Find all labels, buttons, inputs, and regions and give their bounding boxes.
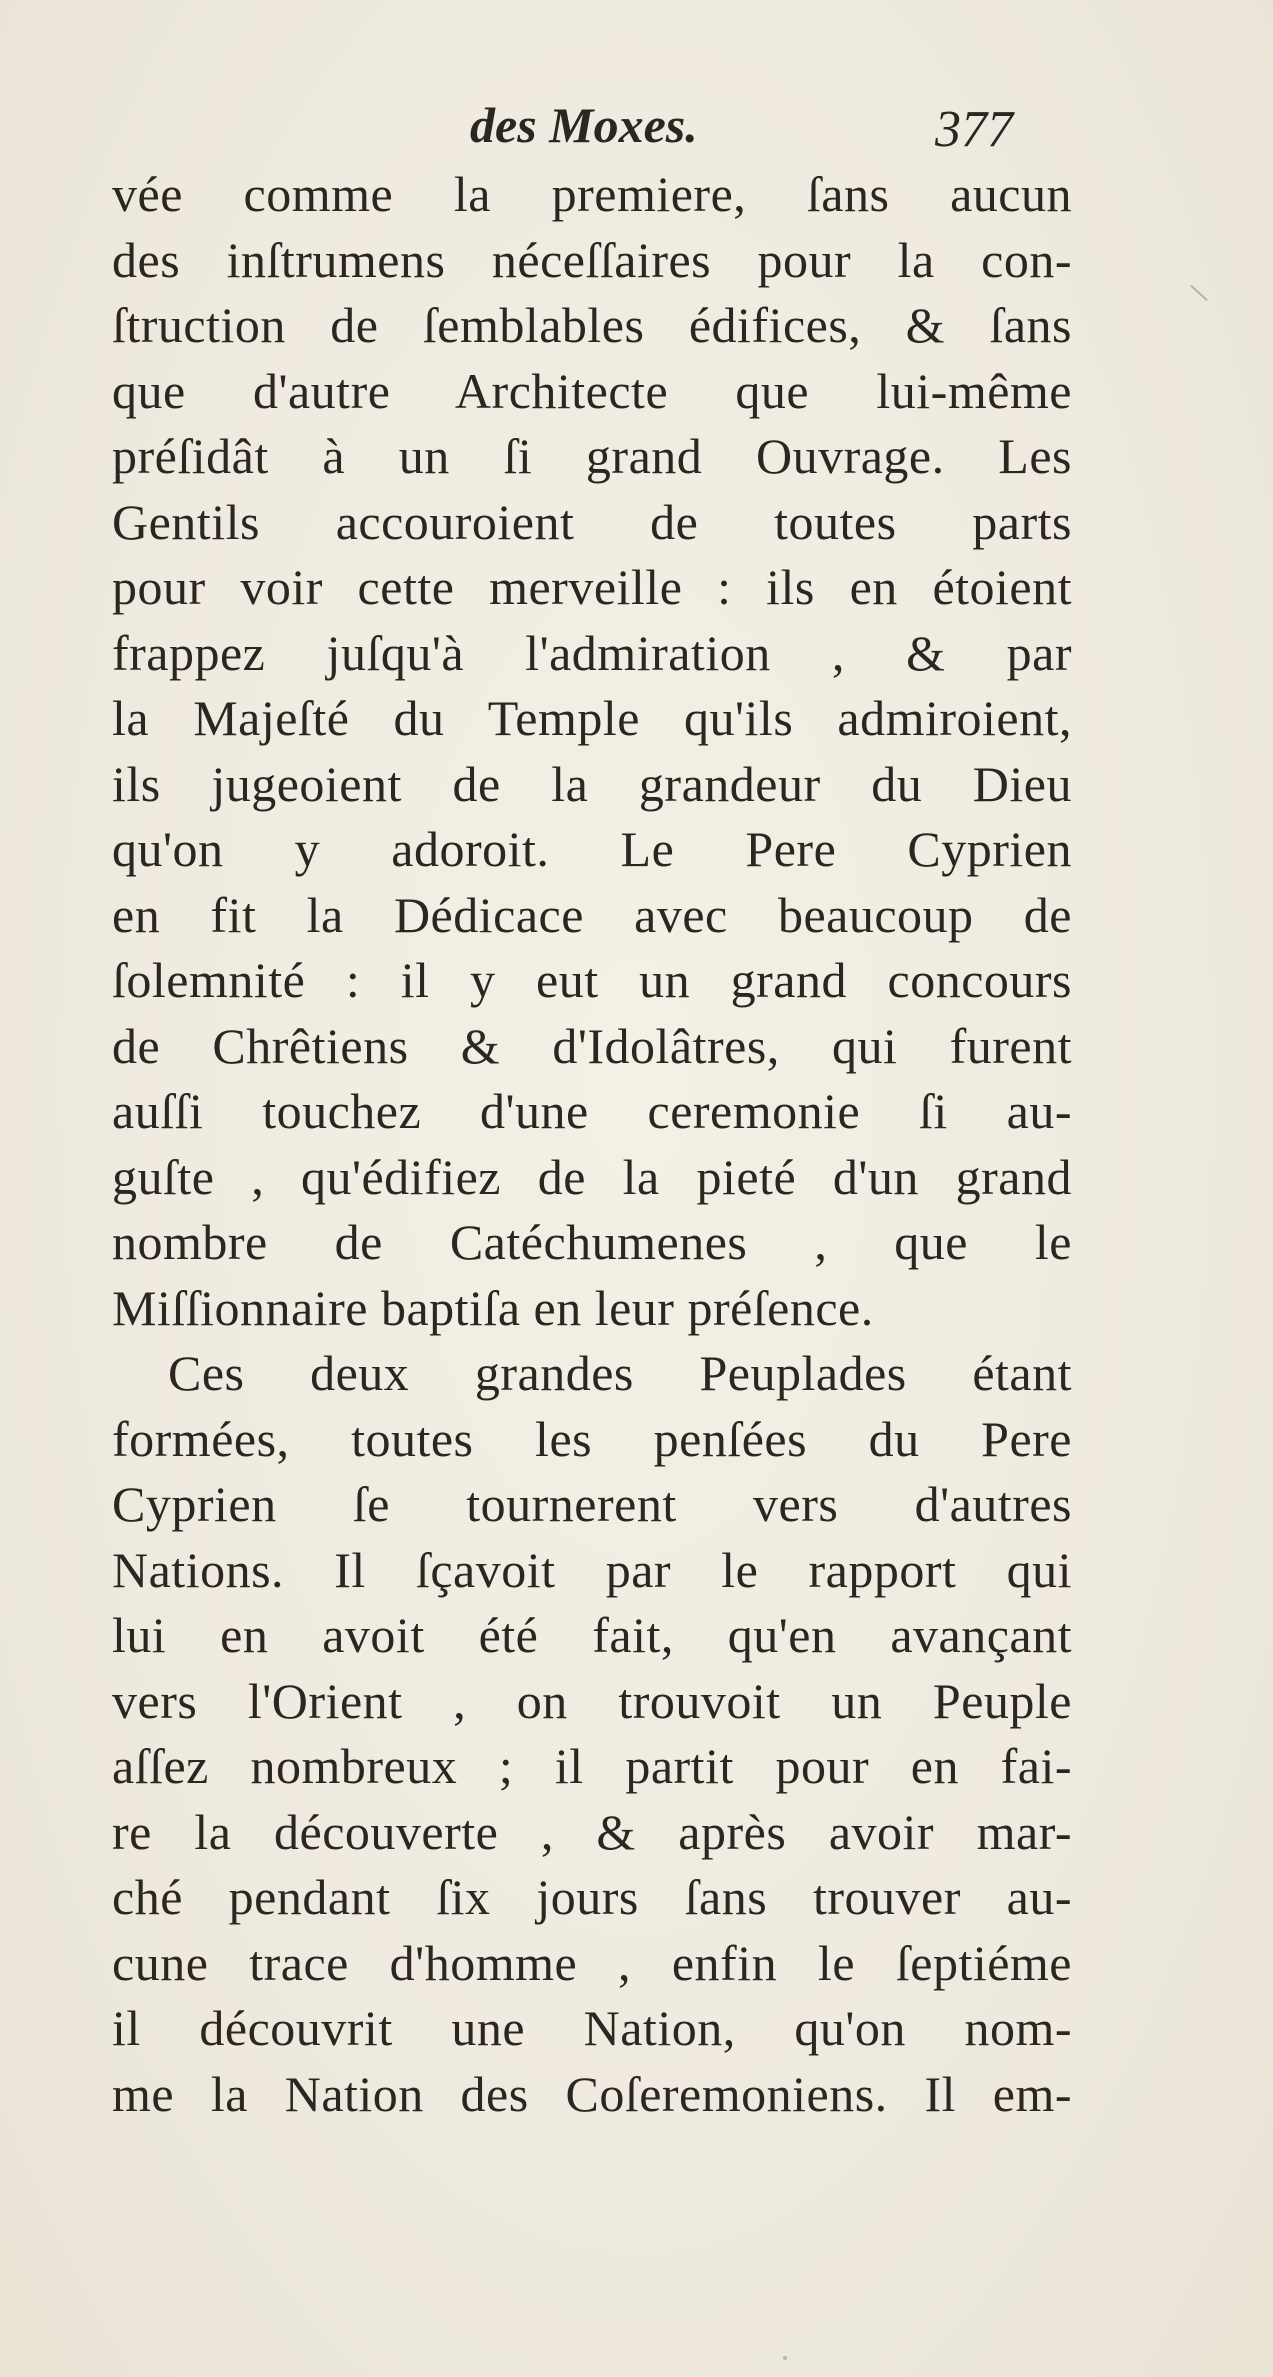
paper-mark [1190,285,1208,301]
text-line: lui en avoit été fait, qu'en avançant [112,1607,1072,1663]
body-text [112,162,1072,2127]
text-line: auſſi touchez d'une ceremonie ſi au- [112,1083,1072,1139]
page-number: 377 [935,101,1013,158]
text-line: ils jugeoient de la grandeur du Dieu [112,755,1072,812]
running-title: des Moxes. [470,97,698,153]
text-line: guſte , qu'édifiez de la pieté d'un grand [112,1148,1072,1205]
text-line: re la découverte , & après avoir mar- [112,1803,1072,1860]
text-line: en fit la Dédicace avec beaucoup de [112,886,1072,943]
text-line: Cyprien ſe tournerent vers d'autres [112,1476,1072,1532]
text-line: de Chrêtiens & d'Idolâtres, qui furent [112,1017,1072,1074]
text-line: nombre de Catéchumenes , que le [112,1214,1072,1270]
text-line: Gentils accouroient de toutes parts [112,493,1072,550]
text-line: vers l'Orient , on trouvoit un Peuple [112,1672,1072,1729]
text-line: Miſſionnaire baptiſa en leur préſence. [112,1279,874,1336]
text-line: que d'autre Architecte que lui-même [112,362,1072,419]
text-line: des inſtrumens néceſſaires pour la con- [112,231,1072,288]
running-head [0,96,1273,166]
text-line: Ces deux grandes Peuplades étant [168,1345,1072,1401]
text-line: ſtruction de ſemblables édifices, & ſans [112,297,1072,353]
text-line: pour voir cette merveille : ils en étoient [112,559,1072,615]
text-line: formées, toutes les penſées du Pere [112,1410,1072,1467]
text-line: ché pendant ſix jours ſans trouver au- [112,1869,1072,1925]
text-line: qu'on y adoroit. Le Pere Cyprien [112,821,1072,877]
text-line: il découvrit une Nation, qu'on nom- [112,2000,1072,2056]
text-line: Nations. Il ſçavoit par le rapport qui [112,1541,1072,1598]
text-line: me la Nation des Coſeremoniens. Il em- [112,2065,1072,2122]
text-line: préſidât à un ſi grand Ouvrage. Les [112,428,1072,484]
text-line: ſolemnité : il y eut un grand concours [112,952,1072,1008]
text-line: la Majeſté du Temple qu'ils admiroient, [112,690,1072,746]
text-line: aſſez nombreux ; il partit pour en fai- [112,1738,1072,1794]
text-line: cune trace d'homme , enfin le ſeptiéme [112,1934,1072,1991]
text-line: frappez juſqu'à l'admiration , & par [112,624,1072,681]
paper-speck [783,2356,787,2360]
text-line: vée comme la premiere, ſans aucun [112,166,1072,222]
